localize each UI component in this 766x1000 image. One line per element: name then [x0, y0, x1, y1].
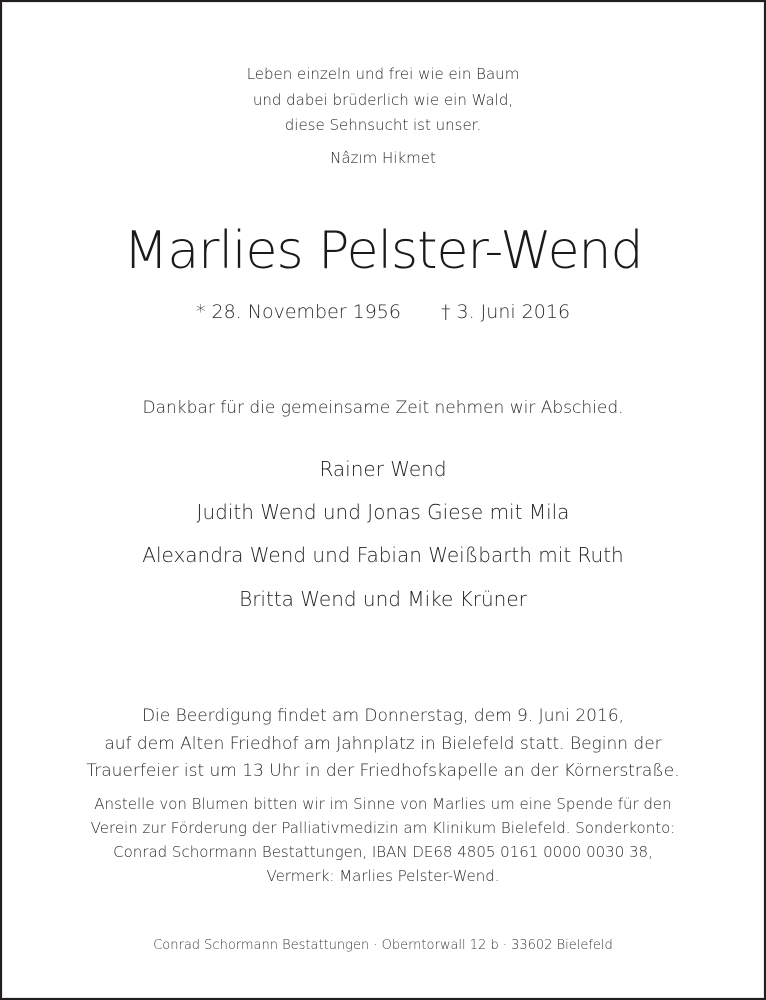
donation-line-3: Conrad Schormann Bestattungen, IBAN DE68 4805 0161 0000 0030 38,: [113, 843, 653, 861]
mourner-4: Britta Wend und Mike Krüner: [239, 587, 527, 611]
funeral-home-footer: Conrad Schormann Bestattungen · Oberntorwall 12 b · 33602 Bielefeld: [153, 938, 613, 953]
funeral-line-2: auf dem Alten Friedhof am Jahnplatz in Bielefeld statt. Beginn der: [104, 734, 662, 754]
quote-author: Nâzım Hikmet: [330, 149, 436, 167]
mourner-2: Judith Wend und Jonas Giese mit Mila: [196, 500, 570, 524]
donation-line-1: Anstelle von Blumen bitten wir im Sinne von Marlies um eine Spende für den: [94, 795, 672, 813]
birth-date: * 28. November 1956: [195, 301, 401, 323]
death-date: † 3. Juni 2016: [440, 301, 571, 323]
life-dates: [3, 301, 763, 323]
quote-line-2: und dabei brüderlich wie ein Wald,: [252, 91, 514, 109]
thanks-text: Dankbar für die gemeinsame Zeit nehmen wir Abschied.: [142, 398, 624, 418]
funeral-line-1: Die Beerdigung findet am Donnerstag, dem 9. Juni 2016,: [141, 706, 625, 726]
donation-line-4: Vermerk: Marlies Pelster-Wend.: [266, 867, 500, 885]
donation-line-2: Verein zur Förderung der Palliativmedizin am Klinikum Bielefeld. Sonderkonto:: [90, 819, 676, 837]
quote-line-1: Leben einzeln und frei wie ein Baum: [246, 65, 520, 83]
obituary-notice: [2, 2, 764, 998]
mourner-3: Alexandra Wend und Fabian Weißbarth mit Ruth: [142, 543, 624, 567]
quote-line-3: diese Sehnsucht ist unser.: [284, 116, 482, 134]
mourner-1: Rainer Wend: [319, 457, 447, 481]
deceased-name: Marlies Pelster-Wend: [123, 221, 643, 281]
funeral-line-3: Trauerfeier ist um 13 Uhr in der Friedhofskapelle an der Körnerstraße.: [86, 761, 680, 781]
